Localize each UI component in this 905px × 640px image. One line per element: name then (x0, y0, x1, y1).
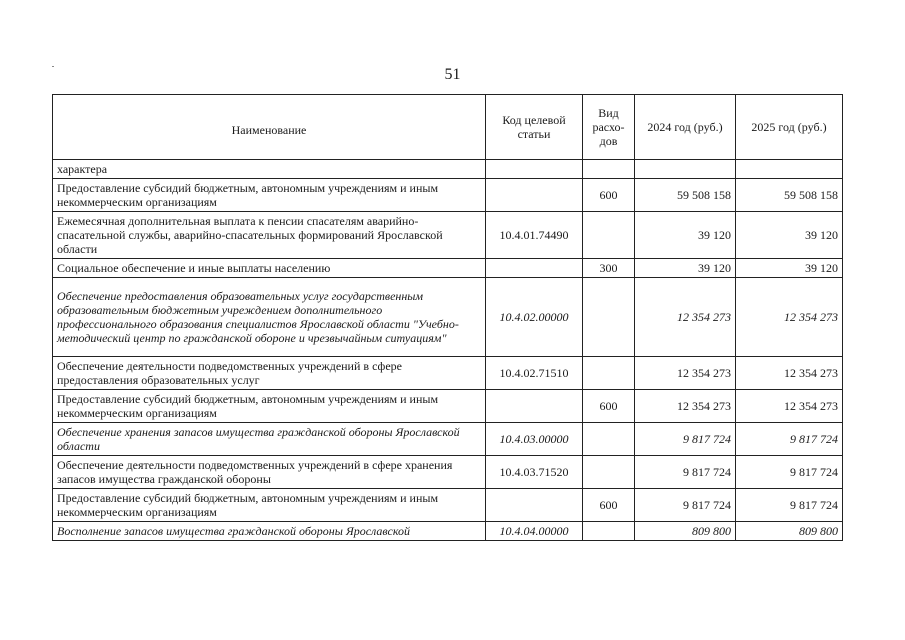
row-kind-cell (583, 357, 635, 390)
row-2024-cell: 9 817 724 (635, 489, 736, 522)
table-header-row (53, 95, 843, 160)
row-name-cell: Обеспечение предоставления образовательных услуг государственным образовательным бюджетным учреждением дополнительного профессионального образования специалистов Ярославской области "Учебно-методический центр по гражданской обороне и чрезвычайным ситуациям" (53, 278, 486, 357)
row-2025-cell: 39 120 (736, 212, 843, 259)
row-name-cell: Обеспечение деятельности подведомственных учреждений в сфере хранения запасов имущества гражданской обороны (53, 456, 486, 489)
row-code-cell: 10.4.02.71510 (486, 357, 583, 390)
header-name: Наименование (53, 95, 486, 160)
row-kind-cell (583, 522, 635, 541)
row-kind-cell: 600 (583, 179, 635, 212)
row-2025-cell: 12 354 273 (736, 357, 843, 390)
row-name-cell: Предоставление субсидий бюджетным, автономным учреждениям и иным некоммерческим организациям (53, 390, 486, 423)
row-name-cell: Восполнение запасов имущества гражданской обороны Ярославской (53, 522, 486, 541)
row-2024-cell (635, 160, 736, 179)
row-name-cell: Предоставление субсидий бюджетным, автономным учреждениям и иным некоммерческим организациям (53, 489, 486, 522)
row-code-cell (486, 160, 583, 179)
row-name-cell: Ежемесячная дополнительная выплата к пенсии спасателям аварийно-спасательной службы, аварийно-спасательных формирований Ярославской области (53, 212, 486, 259)
row-name-cell: Предоставление субсидий бюджетным, автономным учреждениям и иным некоммерческим организациям (53, 179, 486, 212)
row-name-cell: характера (53, 160, 486, 179)
row-code-cell (486, 179, 583, 212)
table-row (53, 390, 843, 423)
row-name-cell: Социальное обеспечение и иные выплаты населению (53, 259, 486, 278)
row-2024-cell: 12 354 273 (635, 357, 736, 390)
row-kind-cell: 600 (583, 390, 635, 423)
row-kind-cell (583, 423, 635, 456)
row-code-cell (486, 259, 583, 278)
row-kind-cell: 300 (583, 259, 635, 278)
row-kind-cell (583, 212, 635, 259)
row-name-cell: Обеспечение хранения запасов имущества гражданской обороны Ярославской области (53, 423, 486, 456)
row-kind-cell (583, 278, 635, 357)
row-2025-cell: 39 120 (736, 259, 843, 278)
row-2025-cell: 9 817 724 (736, 456, 843, 489)
header-2024: 2024 год (руб.) (635, 95, 736, 160)
row-2024-cell: 39 120 (635, 259, 736, 278)
row-kind-cell: 600 (583, 489, 635, 522)
row-code-cell: 10.4.02.00000 (486, 278, 583, 357)
header-kind: Вид расхо-дов (583, 95, 635, 160)
row-2025-cell: 9 817 724 (736, 423, 843, 456)
table-row (53, 357, 843, 390)
row-2024-cell: 12 354 273 (635, 390, 736, 423)
row-2025-cell: 9 817 724 (736, 489, 843, 522)
row-kind-cell (583, 160, 635, 179)
row-2024-cell: 809 800 (635, 522, 736, 541)
row-2025-cell: 59 508 158 (736, 179, 843, 212)
row-2024-cell: 39 120 (635, 212, 736, 259)
row-2025-cell (736, 160, 843, 179)
table-row (53, 212, 843, 259)
page-number: 51 (444, 66, 461, 83)
table-row (53, 423, 843, 456)
budget-table (52, 94, 843, 541)
row-code-cell (486, 489, 583, 522)
table-row (53, 179, 843, 212)
row-2024-cell: 9 817 724 (635, 423, 736, 456)
table-row (53, 456, 843, 489)
table-body (53, 160, 843, 541)
table-row (53, 259, 843, 278)
row-2024-cell: 12 354 273 (635, 278, 736, 357)
row-code-cell: 10.4.04.00000 (486, 522, 583, 541)
row-code-cell: 10.4.03.71520 (486, 456, 583, 489)
row-2024-cell: 9 817 724 (635, 456, 736, 489)
table-row (53, 278, 843, 357)
row-code-cell (486, 390, 583, 423)
row-2025-cell: 12 354 273 (736, 390, 843, 423)
row-code-cell: 10.4.01.74490 (486, 212, 583, 259)
table-row (53, 489, 843, 522)
row-2025-cell: 809 800 (736, 522, 843, 541)
table-row (53, 160, 843, 179)
row-2025-cell: 12 354 273 (736, 278, 843, 357)
row-2024-cell: 59 508 158 (635, 179, 736, 212)
header-code: Код целевой статьи (486, 95, 583, 160)
row-code-cell: 10.4.03.00000 (486, 423, 583, 456)
row-name-cell: Обеспечение деятельности подведомственных учреждений в сфере предоставления образовательных услуг (53, 357, 486, 390)
table-row (53, 522, 843, 541)
row-kind-cell (583, 456, 635, 489)
header-2025: 2025 год (руб.) (736, 95, 843, 160)
